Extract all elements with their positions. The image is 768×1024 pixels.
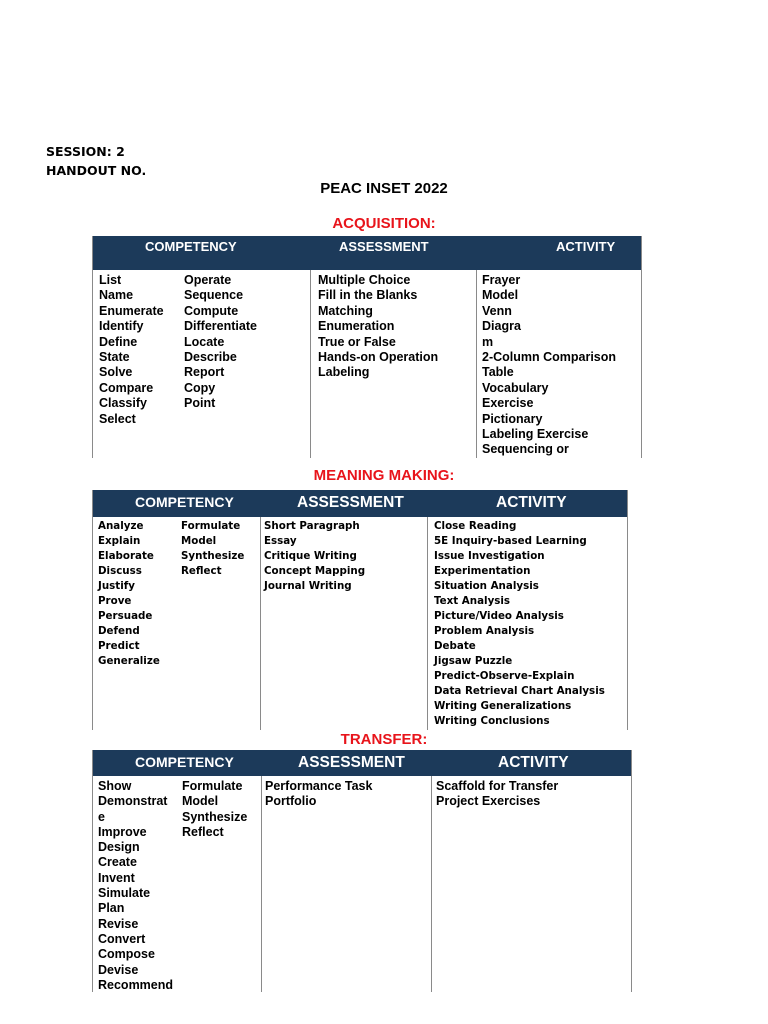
list-item: Writing Generalizations (434, 700, 572, 712)
list-item: Reflect (181, 565, 222, 577)
list-item: Text Analysis (434, 595, 511, 607)
list-item: Labeling Exercise (482, 427, 589, 442)
list-item: Solve (99, 365, 133, 380)
meaning-making-table (92, 490, 628, 730)
list-item: Frayer (482, 273, 521, 287)
list-item: Close Reading (434, 520, 517, 532)
list-item: Critique Writing (264, 550, 357, 562)
list-item: Enumeration (318, 319, 395, 334)
list-item: Performance Task (265, 779, 373, 793)
list-item: Concept Mapping (264, 565, 366, 577)
assessment-list (264, 519, 365, 594)
table-header (93, 750, 631, 776)
list-item: Picture/Video Analysis (434, 610, 564, 622)
list-item: Defend (98, 625, 140, 637)
list-item: Situation Analysis (434, 580, 539, 592)
list-item: Vocabulary (482, 380, 549, 395)
list-item: Simulate (98, 886, 151, 901)
list-item: Portfolio (265, 794, 317, 809)
list-item: 2-Column Comparison (482, 350, 617, 365)
header-assessment: ASSESSMENT (339, 239, 429, 254)
list-item: Journal Writing (264, 580, 352, 592)
list-item: Compare (99, 380, 154, 395)
competency-list-1 (98, 779, 173, 993)
list-item: Matching (318, 303, 373, 318)
list-item: Compute (184, 303, 239, 318)
list-item: Formulate (182, 779, 243, 793)
list-item: Analyze (98, 520, 144, 532)
list-item: Devise (98, 962, 139, 977)
header-assessment: ASSESSMENT (298, 754, 405, 771)
assessment-list (318, 273, 438, 381)
list-item: Pictionary (482, 411, 543, 426)
list-item: True or False (318, 334, 396, 349)
list-item: Improve (98, 824, 147, 839)
list-item: Recommend (98, 977, 174, 992)
list-item: Synthesize (182, 809, 248, 824)
list-item: Differentiate (184, 319, 257, 334)
list-item: Problem Analysis (434, 625, 535, 637)
list-item: Data Retrieval Chart Analysis (434, 685, 605, 697)
list-item: Classify (99, 396, 147, 411)
header-activity: ACTIVITY (556, 239, 616, 254)
list-item: Define (99, 334, 138, 349)
list-item: m (482, 334, 494, 349)
list-item: 5E Inquiry-based Learning (434, 535, 587, 547)
page-title: PEAC INSET 2022 (320, 180, 448, 197)
list-item: Convert (98, 931, 146, 946)
list-item: Debate (434, 640, 476, 652)
header-activity: ACTIVITY (496, 494, 567, 511)
session-label: SESSION: 2 (46, 144, 125, 159)
list-item: Predict (98, 640, 140, 652)
list-item: Create (98, 855, 137, 870)
list-item: Model (181, 535, 217, 547)
competency-list-1 (98, 519, 160, 669)
list-item: Formulate (181, 520, 241, 532)
transfer-table (92, 750, 632, 992)
activity-list (436, 779, 558, 810)
list-item: Jigsaw Puzzle (434, 655, 513, 667)
list-item: Invent (98, 870, 135, 885)
list-item: Report (184, 365, 225, 380)
list-item: Model (182, 794, 219, 809)
list-item: Operate (184, 273, 232, 287)
competency-list-2 (182, 779, 247, 840)
header-competency: COMPETENCY (135, 494, 234, 510)
list-item: Short Paragraph (264, 520, 360, 532)
list-item: Point (184, 396, 216, 411)
list-item: List (99, 273, 122, 287)
table-header (93, 236, 641, 270)
list-item: Essay (264, 535, 297, 547)
list-item: Labeling (318, 365, 370, 380)
list-item: Exercise (482, 396, 534, 411)
activity-list (434, 519, 605, 729)
list-item: State (99, 350, 130, 365)
list-item: Generalize (98, 655, 160, 667)
list-item: Locate (184, 334, 225, 349)
list-item: Experimentation (434, 565, 531, 577)
list-item: Design (98, 840, 140, 855)
list-item: Select (99, 411, 136, 426)
list-item: Scaffold for Transfer (436, 779, 559, 793)
list-item: Writing Conclusions (434, 715, 550, 727)
assessment-list (265, 779, 372, 810)
competency-list-2 (184, 273, 257, 412)
header-activity: ACTIVITY (498, 754, 569, 771)
competency-list-2 (181, 519, 244, 579)
list-item: Diagra (482, 319, 521, 334)
list-item: Identify (99, 319, 144, 334)
activity-list (482, 273, 616, 458)
list-item: Project Exercises (436, 794, 541, 809)
list-item: Venn (482, 303, 512, 318)
section-heading-acquisition: ACQUISITION: (332, 215, 436, 232)
list-item: Revise (98, 916, 139, 931)
list-item: Compose (98, 947, 155, 962)
section-heading-transfer: TRANSFER: (340, 731, 428, 748)
list-item: e (98, 809, 105, 824)
header-assessment: ASSESSMENT (297, 494, 404, 511)
list-item: Show (98, 779, 132, 793)
list-item: Persuade (98, 610, 153, 622)
header-competency: COMPETENCY (135, 754, 234, 770)
list-item: Fill in the Blanks (318, 288, 418, 303)
list-item: Elaborate (98, 550, 154, 562)
table-header (93, 490, 627, 517)
acquisition-table (92, 236, 642, 458)
list-item: Synthesize (181, 550, 245, 562)
list-item: Prove (98, 595, 132, 607)
list-item: Table (482, 365, 514, 380)
competency-list-1 (99, 273, 164, 427)
list-item: Enumerate (99, 303, 164, 318)
list-item: Describe (184, 350, 237, 365)
list-item: Multiple Choice (318, 273, 411, 287)
handout-label: HANDOUT NO. (46, 163, 147, 178)
list-item: Hands-on Operation (318, 350, 439, 365)
header-competency: COMPETENCY (145, 239, 237, 254)
list-item: Issue Investigation (434, 550, 545, 562)
section-heading-meaning-making: MEANING MAKING: (313, 467, 455, 484)
list-item: Model (482, 288, 519, 303)
list-item: Discuss (98, 565, 142, 577)
list-item: Reflect (182, 824, 224, 839)
list-item: Plan (98, 901, 125, 916)
list-item: Predict-Observe-Explain (434, 670, 575, 682)
list-item: Sequencing or (482, 442, 569, 457)
list-item: Sequence (184, 288, 244, 303)
list-item: Justify (98, 580, 135, 592)
list-item: Copy (184, 380, 216, 395)
list-item: Explain (98, 535, 141, 547)
list-item: Name (99, 288, 134, 303)
list-item: Demonstrat (98, 794, 168, 809)
